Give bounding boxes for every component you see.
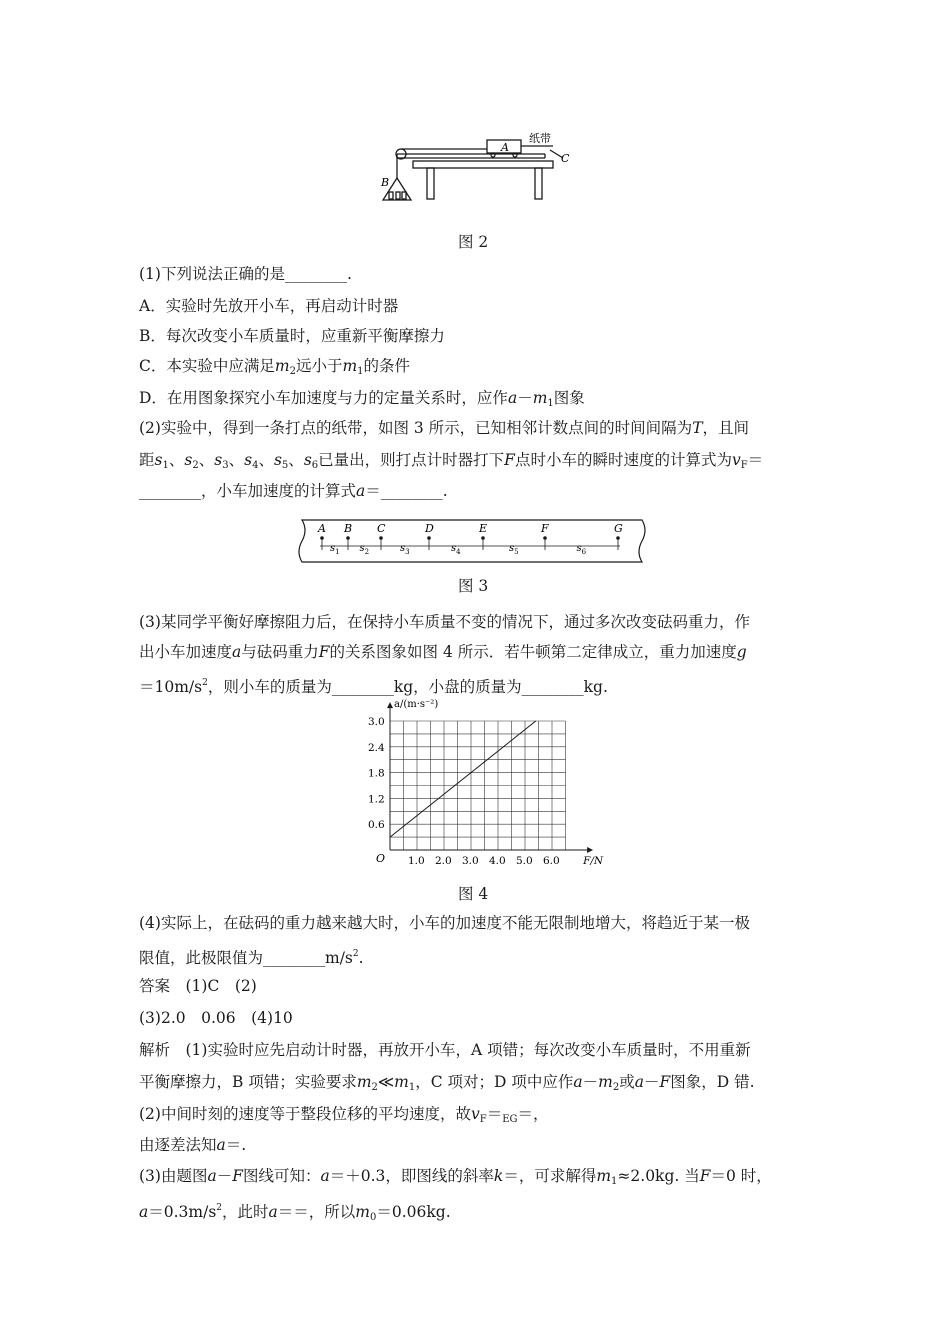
label-A: A <box>501 141 509 154</box>
table-leg-right <box>535 168 542 199</box>
var-s5: $s_5$ <box>273 451 289 471</box>
q3-line-3: $=10m/s^2$，则小车的质量为________kg，小盘的质量为________kg. <box>139 678 608 696</box>
q4-line-2: 限值，此极限值为$\_\_\_\_\_\_\_\_m/s^2$. <box>139 949 364 967</box>
var-s4: $s_4$ <box>244 451 259 471</box>
figure-2-apparatus <box>375 128 590 208</box>
figure-3-paper-tape <box>296 516 648 566</box>
analysis-line-3: (2)中间时刻的速度等于整段位移的平均速度，故$v_F=_{EG}=$， <box>139 1105 549 1125</box>
q2-line-1: (2)实验中，得到一条打点的纸带，如图 3 所示，已知相邻计数点间的时间间隔为T，且间 <box>139 419 750 437</box>
y-tick-label: 1.2 <box>368 793 385 806</box>
series-line-a-F <box>390 721 536 837</box>
q3-line-2: 出小车加速度a与砝码重力F的关系图象如图 4 所示．若牛顿第二定律成立，重力加速度g <box>139 643 747 661</box>
var-s1: $s_1$ <box>154 451 169 471</box>
analysis-line-4: 由逐差法知a＝. <box>139 1136 247 1154</box>
var-s2: $s_2$ <box>184 451 199 471</box>
tape-label-C: C <box>377 522 386 535</box>
tape-label-A: A <box>318 522 326 535</box>
analysis-line-6: $a=0.3m/s^2$，此时a＝＝，所以$m_0=0.06kg$. <box>139 1203 451 1223</box>
x-tick-label: 4.0 <box>489 855 506 867</box>
x-tick-label: 6.0 <box>543 855 560 867</box>
q1-option-d: D．在用图象探究小车加速度与力的定量关系时，应作$a-m_1$图象 <box>139 389 585 409</box>
y-tick-label: 0.6 <box>368 819 385 832</box>
x-tick-label: 1.0 <box>408 855 425 867</box>
label-C: C <box>561 152 570 165</box>
figure-3-caption: 图 3 <box>458 577 489 595</box>
figure-2-caption: 图 2 <box>458 233 489 251</box>
figure-4-chart <box>360 699 604 870</box>
answer-line-1: 答案 (1)C (2) <box>139 977 257 995</box>
var-s3: $s_3$ <box>214 451 229 471</box>
tape-segment-s2: $s_2$ <box>359 543 370 556</box>
q3-line-1: (3)某同学平衡好摩擦阻力后，在保持小车质量不变的情况下，通过多次改变砝码重力，作 <box>139 613 750 631</box>
tape-segment-s1: $s_1$ <box>330 543 340 556</box>
tape-segment-s5: $s_5$ <box>509 543 519 556</box>
answer-line-2: (3)2.0 0.06 (4)10 <box>139 1009 293 1027</box>
y-tick-label: 3.0 <box>368 716 385 728</box>
label-B: B <box>381 176 390 189</box>
tape-label-E: E <box>479 522 488 535</box>
tape-segment-s6: $s_6$ <box>576 543 587 556</box>
q2-line-3: ________，小车加速度的计算式a＝________. <box>139 482 448 500</box>
figure-4-caption: 图 4 <box>458 885 489 903</box>
var-s6: $s_6$ <box>303 451 319 471</box>
tape-label-F: F <box>541 522 549 535</box>
q1-option-b: B．每次改变小车质量时，应重新平衡摩擦力 <box>139 327 445 345</box>
origin-label: O <box>376 852 386 865</box>
x-axis-label: F/N <box>583 855 604 867</box>
y-tick-label: 1.8 <box>368 767 385 780</box>
tape-segment-s3: $s_3$ <box>400 543 410 556</box>
table-top <box>413 161 553 168</box>
analysis-line-1: 解析 (1)实验时应先启动计时器，再放开小车，A 项错；每次改变小车质量时，不用重新 <box>139 1041 751 1059</box>
x-tick-label: 5.0 <box>516 855 533 867</box>
y-axis-label: a/(m·s⁻²) <box>394 699 439 711</box>
x-tick-label: 2.0 <box>435 855 452 867</box>
q2-line-2: 距$s_1$、$s_2$、$s_3$、$s_4$、$s_5$、$s_6$已量出，则打点计时器打下F点时小车的瞬时速度的计算式为$v_F=$ <box>139 451 764 471</box>
analysis-line-2: 平衡摩擦力，B 项错；实验要求$m_2≪m_1$，C 项对；D 项中应作$a-m_2$或a－F图象，D 错. <box>139 1073 755 1093</box>
tape-label-D: D <box>425 522 434 535</box>
chart-grid <box>390 721 566 850</box>
table-leg-left <box>427 168 434 199</box>
label-tape: 纸带 <box>529 132 551 145</box>
tape-label-B: B <box>344 522 353 535</box>
q1-option-a: A．实验时先放开小车，再启动计时器 <box>139 297 399 315</box>
tape-segment-s4: $s_4$ <box>451 543 461 556</box>
q1-option-c: C．本实验中应满足$m_2$远小于$m_1$的条件 <box>139 357 411 377</box>
analysis-line-5: (3)由题图a－F图线可知：a＝＋0.3，即图线的斜率k＝，可求解得$m_1\approx 2.0kg$. 当F＝0 时， <box>139 1167 772 1187</box>
q1-stem: (1)下列说法正确的是________. <box>139 265 352 283</box>
tape-label-G: G <box>614 522 623 535</box>
y-tick-label: 2.4 <box>368 741 385 754</box>
q4-line-1: (4)实际上，在砝码的重力越来越大时，小车的加速度不能无限制地增大，将趋近于某一极 <box>139 914 750 932</box>
x-tick-label: 3.0 <box>462 855 479 867</box>
